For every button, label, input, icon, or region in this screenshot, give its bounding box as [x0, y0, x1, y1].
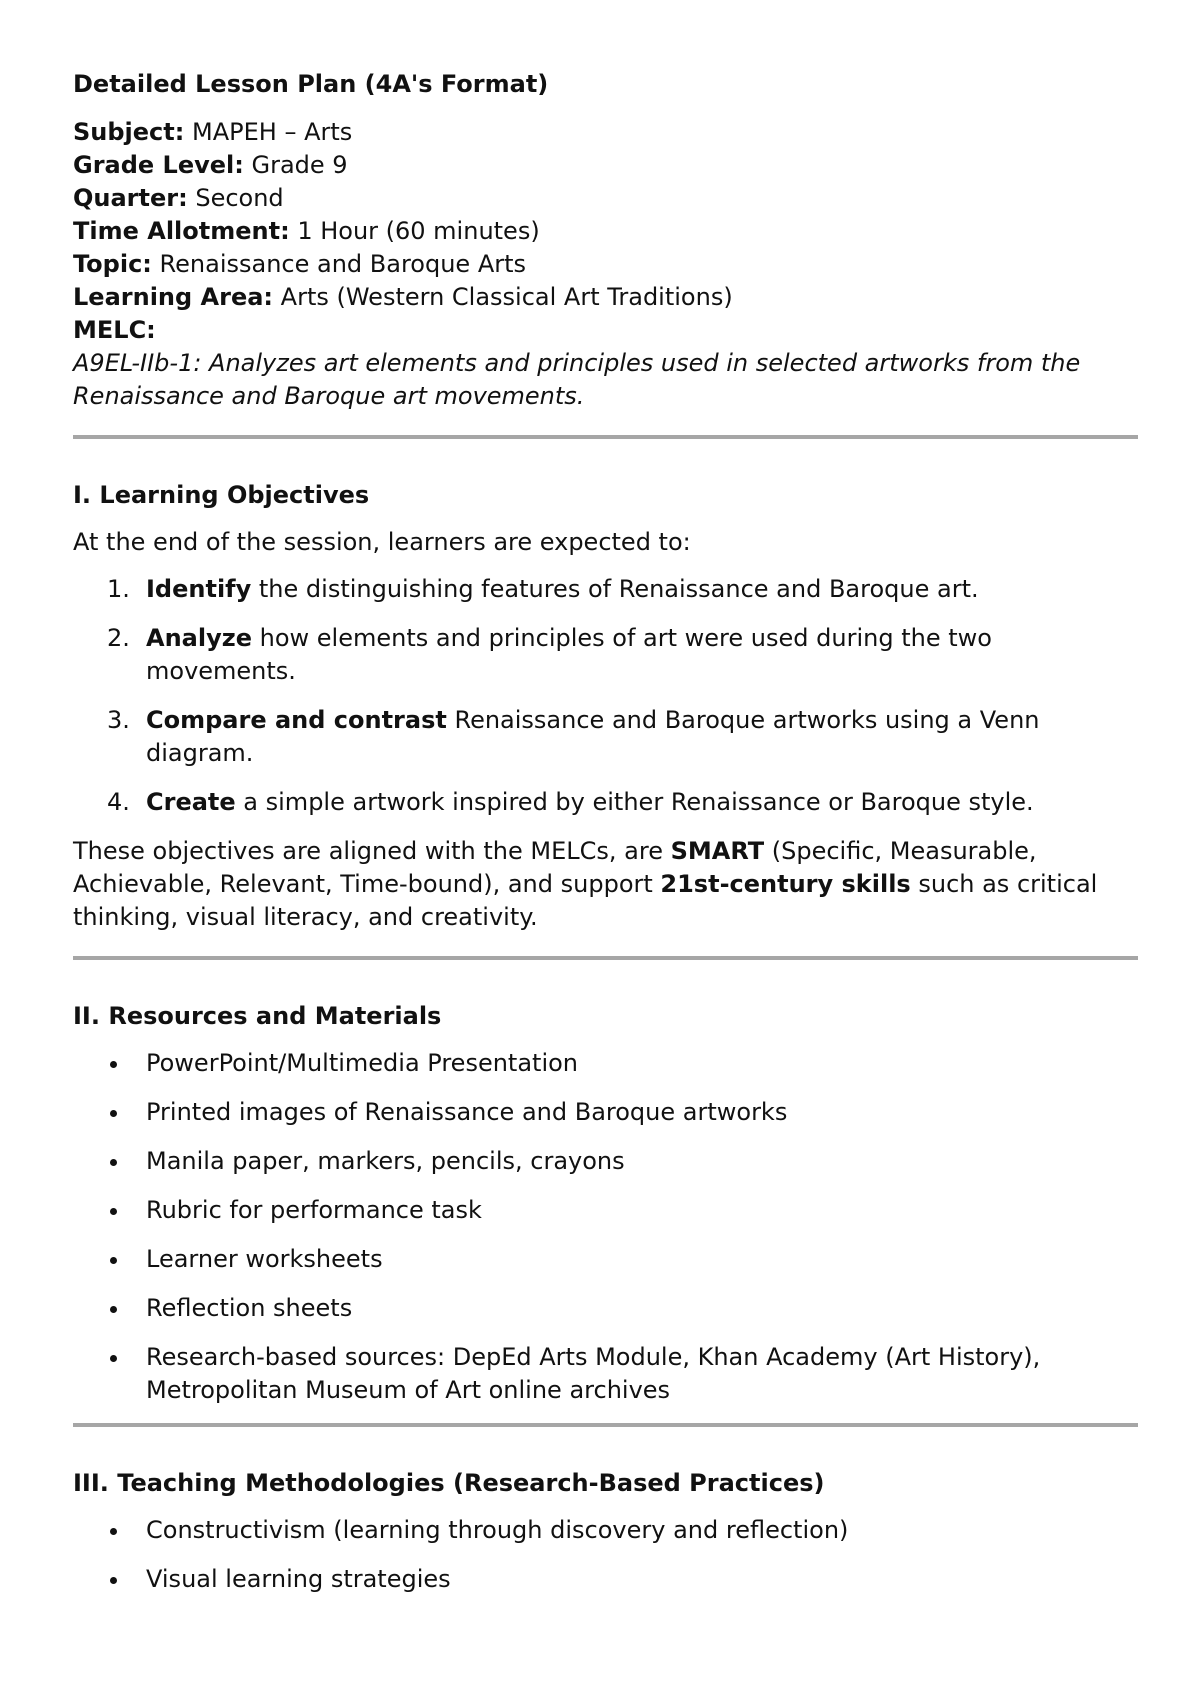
objective-number: 2. [107, 624, 130, 652]
objective-number: 1. [107, 575, 130, 603]
meta-value: Renaissance and Baroque Arts [159, 250, 527, 278]
objective-item [73, 786, 1138, 819]
objectives-heading: I. Learning Objectives [73, 481, 370, 509]
list-item: Manila paper, markers, pencils, crayons [73, 1145, 1138, 1178]
objective-number: 3. [107, 706, 130, 734]
closing-bold-smart: SMART [670, 837, 765, 865]
meta-time-allotment [73, 215, 1138, 248]
meta-label: Topic: [73, 250, 152, 278]
meta-subject [73, 116, 1138, 149]
closing-text: such as critical thinking, visual literacy, and creativity. [73, 870, 1098, 931]
section-divider [73, 1423, 1138, 1427]
list-item: Research-based sources: DepEd Arts Module, Khan Academy (Art History), Metropolitan Museum of Art online archives [73, 1341, 1138, 1407]
resources-heading: II. Resources and Materials [73, 1002, 442, 1030]
closing-text: (Specific, Measurable, Achievable, Relevant, Time-bound), and support [73, 837, 1037, 898]
list-item: Constructivism (learning through discovery and reflection) [73, 1514, 1138, 1547]
objective-text: how elements and principles of art were used during the two movements. [146, 624, 992, 685]
meta-label: MELC: [73, 316, 156, 344]
meta-label: Grade Level: [73, 151, 244, 179]
meta-value: Grade 9 [251, 151, 348, 179]
meta-label: Time Allotment: [73, 217, 290, 245]
objective-text: a simple artwork inspired by either Renaissance or Baroque style. [235, 788, 1034, 816]
list-item: Visual learning strategies [73, 1563, 1138, 1596]
meta-quarter [73, 182, 1138, 215]
objective-verb: Compare and contrast [146, 706, 447, 734]
methodologies-heading: III. Teaching Methodologies (Research-Based Practices) [73, 1469, 825, 1497]
objective-text: the distinguishing features of Renaissance and Baroque art. [251, 575, 979, 603]
objectives-closing [73, 835, 1138, 934]
section-divider [73, 435, 1138, 439]
objective-item [73, 704, 1138, 770]
section-divider [73, 956, 1138, 960]
meta-label: Subject: [73, 118, 185, 146]
resources-list [73, 1047, 1138, 1407]
list-item: PowerPoint/Multimedia Presentation [73, 1047, 1138, 1080]
objective-item [73, 573, 1138, 606]
closing-bold-skills: 21st-century skills [660, 870, 911, 898]
meta-value: Arts (Western Classical Art Traditions) [280, 283, 733, 311]
objectives-list [73, 573, 1138, 819]
melc-text: A9EL-IIb-1: Analyzes art elements and principles used in selected artworks from the Renaissance and Baroque art movements. [73, 349, 1081, 410]
meta-learning-area [73, 281, 1138, 314]
meta-topic [73, 248, 1138, 281]
objective-verb: Create [146, 788, 236, 816]
list-item: Printed images of Renaissance and Baroque artworks [73, 1096, 1138, 1129]
meta-label: Learning Area: [73, 283, 274, 311]
meta-melc [73, 314, 1138, 347]
objective-item [73, 622, 1138, 688]
document-title: Detailed Lesson Plan (4A's Format) [73, 70, 549, 98]
closing-text: These objectives are aligned with the MELCs, are [73, 837, 671, 865]
objective-verb: Identify [146, 575, 252, 603]
objective-number: 4. [107, 788, 130, 816]
meta-value: Second [195, 184, 284, 212]
methodologies-list [73, 1514, 1138, 1596]
objective-verb: Analyze [146, 624, 252, 652]
list-item: Learner worksheets [73, 1243, 1138, 1276]
objectives-intro: At the end of the session, learners are expected to: [73, 528, 691, 556]
meta-value: MAPEH – Arts [192, 118, 353, 146]
objective-text: Renaissance and Baroque artworks using a Venn diagram. [146, 706, 1040, 767]
meta-value: 1 Hour (60 minutes) [297, 217, 540, 245]
meta-label: Quarter: [73, 184, 188, 212]
meta-grade-level [73, 149, 1138, 182]
list-item: Rubric for performance task [73, 1194, 1138, 1227]
list-item: Reflection sheets [73, 1292, 1138, 1325]
